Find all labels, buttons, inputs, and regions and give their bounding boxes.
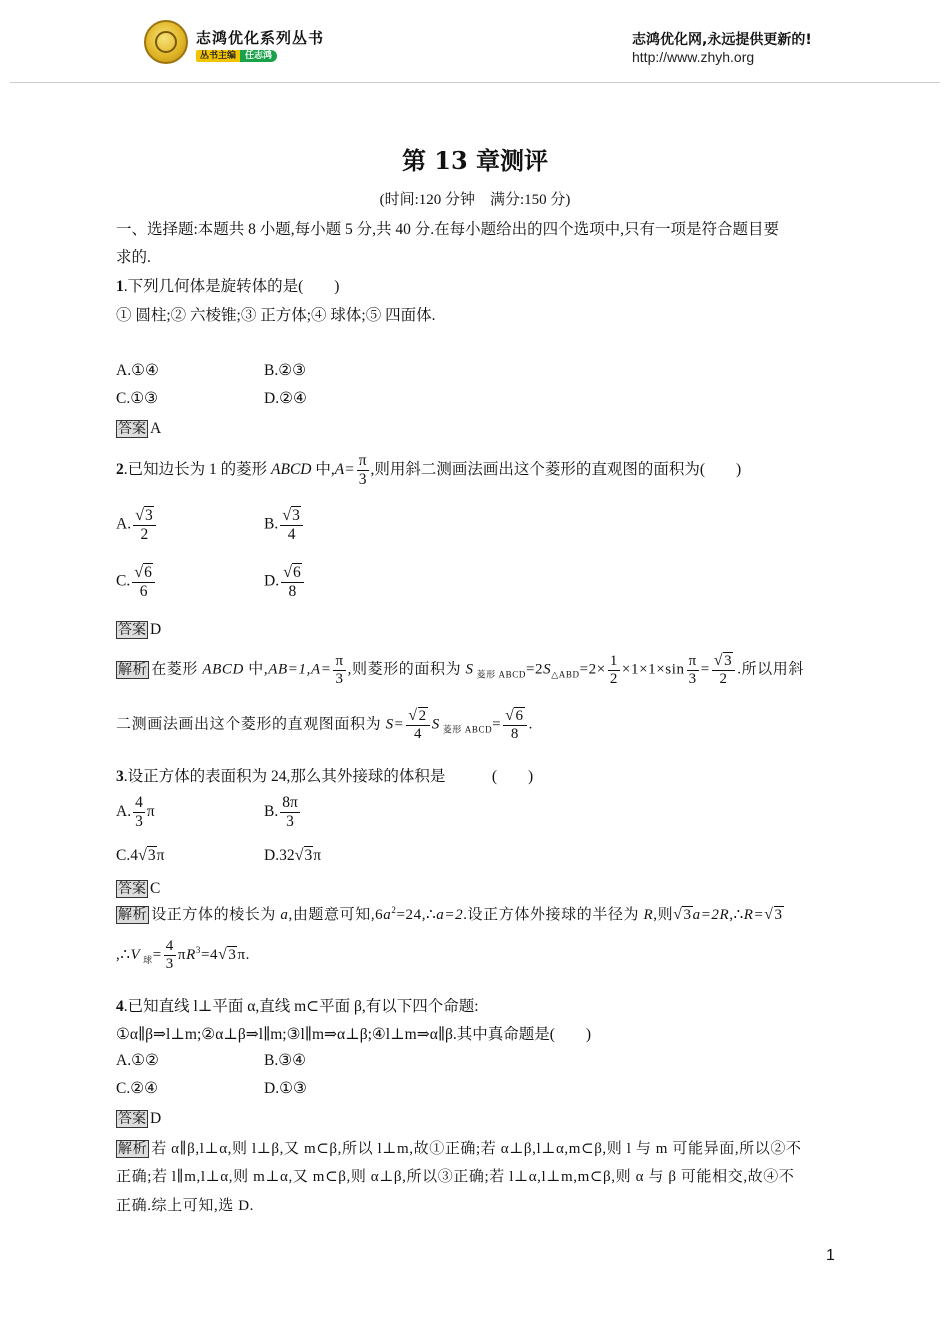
solution-tag: 解析	[118, 1141, 148, 1157]
text: 二测画法画出这个菱形的直观图面积为	[116, 716, 386, 733]
numerator: 4	[164, 938, 176, 956]
radicand: 3	[774, 907, 783, 923]
q4-option-d: D.①③	[264, 1080, 307, 1097]
radicand: 3	[724, 653, 733, 669]
text: △ABD	[551, 669, 580, 680]
q2-answer	[116, 619, 161, 639]
question-3-stem	[116, 764, 533, 786]
solution-tag: 解析	[118, 907, 148, 923]
denominator: 8	[288, 582, 297, 600]
numerator: π	[333, 653, 345, 671]
q2-solution-line1	[116, 652, 804, 689]
text: π	[313, 847, 322, 864]
text: S	[465, 661, 474, 678]
question-text: .已知直线 l⊥平面 α,直线 m⊂平面 β,有以下四个命题:	[123, 998, 479, 1015]
text: A=	[334, 460, 355, 478]
question-4-props: ①α∥β⇒l⊥m;②α⊥β⇒l∥m;③l∥m⇒α⊥β;④l⊥m⇒α∥β.其中真命题是( )	[116, 1026, 592, 1043]
page-header	[0, 0, 950, 82]
radicand: 6	[515, 708, 524, 724]
q1-option-a: A.①④	[116, 362, 159, 379]
option-label: B.	[264, 515, 279, 533]
question-text: .下列几何体是旋转体的是( )	[123, 278, 340, 295]
fraction	[357, 452, 369, 489]
text: ,则用斜二测画法画出这个菱形的直观图的面积为( )	[370, 460, 742, 478]
q3-answer	[116, 878, 160, 898]
text: =24,∴	[396, 907, 437, 923]
question-1-items: ① 圆柱;② 六棱锥;③ 正方体;④ 球体;⑤ 四面体.	[116, 307, 436, 324]
denominator: 2	[609, 670, 618, 687]
option-label: D.	[264, 572, 280, 590]
text: .	[528, 716, 533, 733]
question-number: 4	[116, 998, 124, 1015]
text: π	[177, 947, 187, 964]
fraction: $\frac{√3}{2}$	[712, 652, 735, 689]
fraction: $\frac{√6}{8}$	[281, 563, 304, 601]
text: ,∴	[729, 907, 744, 923]
q1-option-b: B.②③	[264, 362, 307, 379]
denominator: 3	[165, 956, 174, 973]
q1-option-c: C.①③	[116, 390, 159, 407]
text: ,则菱形的面积为	[347, 661, 466, 678]
text: ,则	[653, 907, 674, 923]
page-number: 1	[826, 1247, 835, 1264]
q1-option-d: D.②④	[264, 390, 307, 407]
text: a	[280, 907, 289, 923]
option-label: A.	[116, 515, 132, 533]
text: =	[152, 947, 162, 964]
q3-solution-line1	[116, 903, 784, 924]
option-label: A.	[116, 802, 132, 820]
question-2-stem	[116, 452, 741, 489]
editor-name: 任志鸿	[240, 50, 277, 62]
radicand: 3	[228, 947, 237, 964]
fraction	[133, 794, 145, 831]
denominator: 3	[286, 812, 294, 830]
answer-tag: 答案	[118, 881, 146, 897]
question-text: .设正方体的表面积为 24,那么其外接球的体积是 ( )	[123, 768, 534, 785]
text: a	[383, 907, 392, 923]
answer-value: D	[150, 1110, 162, 1127]
fraction	[280, 794, 300, 831]
text: =	[492, 716, 502, 733]
q2-option-d	[264, 563, 306, 601]
fraction	[687, 653, 699, 689]
text: 球	[140, 955, 153, 966]
denominator: 8	[510, 726, 519, 743]
text: 3	[195, 945, 201, 956]
text: 菱形 ABCD	[439, 724, 493, 735]
question-number: 3	[116, 768, 124, 785]
text: ,由题意可知,6	[288, 907, 384, 923]
seal-logo-icon	[144, 20, 188, 64]
text: ×1×1×sin	[621, 661, 685, 678]
q3-option-d: D.32√3π	[264, 846, 322, 864]
denominator: 3	[335, 670, 344, 687]
text: 中,	[311, 460, 335, 478]
q4-option-b: B.③④	[264, 1052, 307, 1069]
question-number: 2	[116, 460, 124, 478]
text: ABCD	[271, 460, 312, 478]
sqrt: √3	[673, 906, 692, 923]
option-label: C.	[116, 572, 131, 590]
answer-value: D	[150, 621, 162, 638]
fraction	[608, 653, 620, 689]
section-heading-cont: 求的.	[116, 249, 151, 266]
q4-option-a: A.①②	[116, 1052, 159, 1069]
radicand: 3	[147, 847, 156, 864]
text: .已知边长为 1 的菱形	[123, 460, 272, 478]
q3-option-c: C.4√3π	[116, 846, 165, 864]
fraction: $\frac{√3}{2}$	[133, 506, 156, 544]
text: 若 α∥β,l⊥α,则 l⊥β,又 m⊂β,所以 l⊥m,故①正确;若 α⊥β,l⊥α,m⊂β,则 l 与 m 可能异面,所以②不	[151, 1141, 802, 1157]
radicand: 6	[144, 564, 152, 581]
text: 2	[391, 905, 397, 915]
answer-value: C	[150, 880, 161, 897]
text: =2×	[579, 661, 606, 678]
denominator: 4	[287, 525, 296, 543]
radicand: 6	[293, 564, 301, 581]
denominator: 4	[414, 726, 423, 743]
q3-solution-line2	[116, 938, 250, 974]
numerator: π	[358, 452, 367, 469]
question-1-stem	[116, 274, 339, 296]
text: ABCD	[202, 661, 244, 678]
q4-solution-line1	[116, 1137, 802, 1158]
text: 设正方体的棱长为	[151, 907, 281, 923]
radicand: 3	[145, 507, 153, 524]
q4-answer	[116, 1108, 161, 1128]
sqrt: √3	[218, 946, 237, 964]
denominator: 2	[140, 525, 149, 543]
text: A=	[310, 661, 332, 678]
q2-option-a	[116, 506, 158, 544]
fraction: $\frac{√2}{4}$	[406, 707, 429, 744]
text: 中,	[243, 661, 269, 678]
denominator: 3	[135, 812, 143, 830]
text: AB=1,	[268, 661, 311, 678]
radicand: 3	[683, 907, 692, 923]
fraction	[164, 938, 176, 974]
series-title: 志鸿优化系列丛书	[196, 29, 325, 47]
answer-tag: 答案	[118, 1111, 146, 1127]
sqrt: √3	[764, 906, 783, 923]
radicand: 2	[418, 708, 427, 724]
answer-value: A	[150, 420, 162, 437]
text: R	[186, 947, 196, 964]
q2-option-b	[264, 506, 305, 544]
q3-option-a	[116, 794, 155, 831]
time-info: (时间:120 分钟 满分:150 分)	[379, 192, 571, 208]
option-label: D.32	[264, 847, 295, 864]
page-title: 第 13 章测评	[401, 146, 549, 175]
text: π	[156, 847, 165, 864]
q2-solution-line2	[116, 707, 533, 744]
answer-tag: 答案	[118, 622, 146, 638]
text: S=	[385, 716, 405, 733]
text: 菱形 ABCD	[473, 669, 526, 680]
text: R=	[743, 907, 765, 923]
text: a=2	[436, 907, 464, 923]
text: a=2R	[692, 907, 730, 923]
text: S	[431, 716, 440, 733]
fraction	[333, 653, 345, 689]
text: V	[130, 947, 141, 964]
text: 在菱形	[151, 661, 203, 678]
radicand: 3	[292, 507, 300, 524]
q1-answer	[116, 418, 161, 438]
solution-tag: 解析	[118, 661, 148, 678]
q2-option-c	[116, 563, 157, 601]
numerator: 4	[135, 794, 143, 811]
q3-option-b	[264, 794, 302, 831]
text: π.	[237, 947, 251, 964]
text: R	[643, 907, 654, 923]
fraction: $\frac{√6}{8}$	[503, 707, 526, 744]
denominator: 3	[688, 670, 697, 687]
text: ,∴	[116, 947, 131, 964]
section-heading: 一、选择题:本题共 8 小题,每小题 5 分,共 40 分.在每小题给出的四个选项中,只有一项是符合题目要	[116, 221, 780, 238]
radicand: 3	[304, 847, 313, 864]
option-label: B.	[264, 802, 279, 820]
q4-solution-line3: 正确.综上可知,选 D.	[116, 1198, 255, 1214]
option-label: C.4	[116, 847, 138, 864]
text: .所以用斜	[737, 661, 804, 678]
numerator: 8π	[282, 794, 298, 811]
fraction: $\frac{√6}{6}$	[132, 563, 155, 601]
answer-tag: 答案	[118, 421, 146, 437]
fraction: $\frac{√3}{4}$	[280, 506, 303, 544]
editor-label: 丛书主编	[196, 50, 240, 62]
question-number: 1	[116, 278, 124, 295]
numerator: π	[687, 653, 699, 671]
denominator: 6	[139, 582, 148, 600]
header-slogan: 志鸿优化网,永远提供更新的!	[632, 32, 812, 48]
question-4-stem	[116, 994, 479, 1016]
numerator: 1	[608, 653, 620, 671]
q4-solution-line2: 正确;若 l∥m,l⊥α,则 m⊥α,又 m⊂β,则 α⊥β,所以③正确;若 l⊥α,l⊥m,m⊂β,则 α 与 β 可能相交,故④不	[116, 1169, 795, 1185]
header-divider	[10, 82, 940, 83]
text: S	[543, 661, 552, 678]
text: =2	[525, 661, 544, 678]
denominator: 2	[719, 671, 728, 688]
denominator: 3	[358, 470, 367, 488]
text: =4	[200, 947, 219, 964]
editor-info	[196, 48, 277, 61]
header-url[interactable]: http://www.zhyh.org	[632, 49, 755, 65]
text: =	[700, 661, 710, 678]
q4-option-c: C.②④	[116, 1080, 159, 1097]
text: .设正方体外接球的半径为	[463, 907, 644, 923]
text: π	[146, 802, 155, 820]
